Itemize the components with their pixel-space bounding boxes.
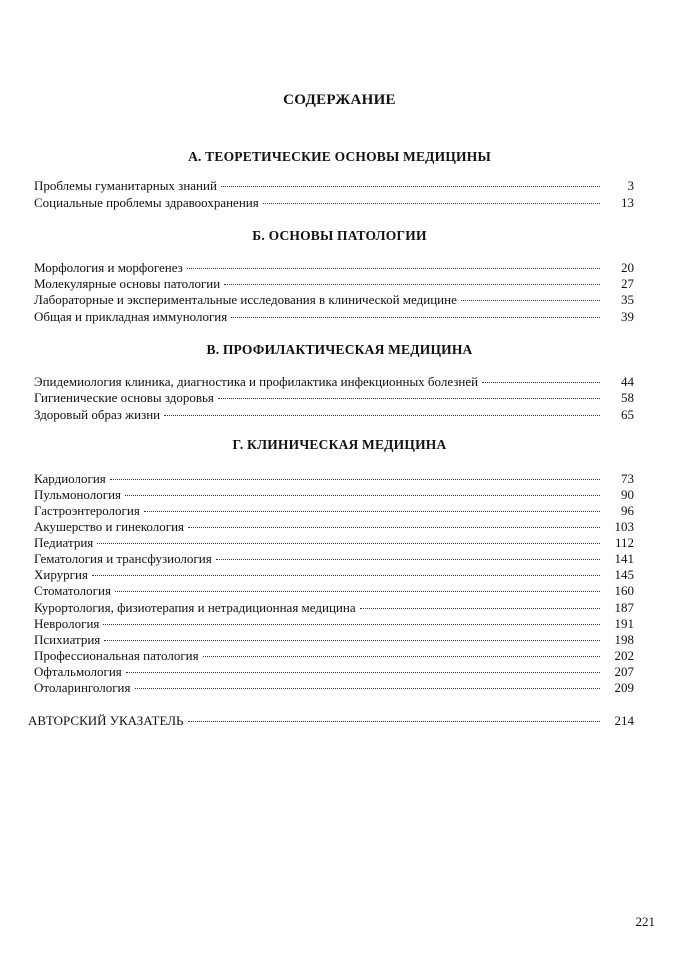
dot-leader [360,608,600,609]
toc-entry-title: Курортология, физиотерапия и нетрадиционная медицина [34,600,356,615]
toc-entry-title: Молекулярные основы патологии [34,276,221,291]
toc-entry-page: 96 [621,503,634,518]
dot-leader [164,415,600,416]
section-heading-d: Г. КЛИНИЧЕСКАЯ МЕДИЦИНА [232,437,447,452]
toc-entry [34,600,634,616]
toc-entry [34,503,634,519]
toc-entry-page: 39 [621,309,634,324]
dot-leader [115,591,600,592]
dot-leader [224,284,600,285]
toc-entry [34,487,634,503]
toc-entry [34,535,634,551]
toc-entry-title: Педиатрия [34,535,94,550]
toc-entry [34,648,634,664]
toc-entry-page: 65 [621,407,634,422]
toc-entry-title: Гастроэнтерология [34,503,140,518]
toc-entry-page: 35 [621,292,634,307]
section-heading-c: В. ПРОФИЛАКТИЧЕСКАЯ МЕДИЦИНА [206,342,473,357]
toc-entry [34,471,634,487]
toc-entry-page: 73 [621,471,634,486]
toc-entry [34,195,634,211]
toc-entry-page: 209 [614,680,634,695]
toc-entry-title: Акушерство и гинекология [34,519,185,534]
toc-entry-page: 20 [621,260,634,275]
toc-entry-title: Гигиенические основы здоровья [34,390,214,405]
toc-entry [34,567,634,583]
dot-leader [97,543,600,544]
toc-entry [34,551,634,567]
toc-entry-page: 13 [621,195,634,210]
dot-leader [110,479,600,480]
toc-entry [34,260,634,276]
toc-entry [34,616,634,632]
toc-entry-title: Неврология [34,616,100,631]
toc-entry [34,407,634,423]
dot-leader [461,300,600,301]
toc-entry-page: 103 [614,519,634,534]
toc-entry-page: 27 [621,276,634,291]
toc-entry [34,276,634,292]
toc-entry-title: Психиатрия [34,632,101,647]
toc-entry [34,390,634,406]
toc-entry-title: Общая и прикладная иммунология [34,309,228,324]
dot-leader [221,186,600,187]
toc-entry-title: Отоларингология [34,680,131,695]
dot-leader [188,721,601,722]
toc-entry-page: 145 [614,567,634,582]
toc-entry [34,632,634,648]
toc-entry [34,374,634,390]
toc-entry-page: 112 [614,535,634,550]
page-number: 221 [635,914,655,929]
toc-entry-title: Здоровый образ жизни [34,407,161,422]
dot-leader [135,688,601,689]
toc-entry [34,519,634,535]
toc-entry [34,680,634,696]
dot-leader [103,624,600,625]
toc-entry-title: Пульмонология [34,487,122,502]
toc-entry-title: Социальные проблемы здравоохранения [34,195,259,210]
dot-leader [187,268,600,269]
toc-entry-title: Лабораторные и экспериментальные исследования в клинической медицине [34,292,457,307]
toc-entry-page: 214 [614,713,634,728]
toc-entry [34,178,634,194]
toc-entry-title: Эпидемиология клиника, диагностика и профилактика инфекционных болезней [34,374,479,389]
page-title: СОДЕРЖАНИЕ [283,92,396,108]
dot-leader [218,398,600,399]
dot-leader [216,559,600,560]
dot-leader [125,495,600,496]
dot-leader [231,317,600,318]
section-heading-b: Б. ОСНОВЫ ПАТОЛОГИИ [252,228,427,243]
dot-leader [482,382,600,383]
toc-entry-title: АВТОРСКИЙ УКАЗАТЕЛЬ [28,713,184,728]
dot-leader [188,527,600,528]
dot-leader [126,672,600,673]
toc-entry-page: 198 [614,632,634,647]
toc-entry [34,583,634,599]
toc-entry [34,309,634,325]
toc-entry-page: 202 [614,648,634,663]
toc-entry-title: Морфология и морфогенез [34,260,183,275]
dot-leader [92,575,600,576]
toc-entry-page: 187 [614,600,634,615]
section-heading-a: А. ТЕОРЕТИЧЕСКИЕ ОСНОВЫ МЕДИЦИНЫ [188,149,491,164]
dot-leader [203,656,600,657]
toc-entry-title: Офтальмология [34,664,122,679]
toc-entry-author-index [28,713,634,729]
toc-entry [34,292,634,308]
toc-entry-title: Хирургия [34,567,88,582]
toc-entry [34,664,634,680]
toc-entry-page: 160 [614,583,634,598]
toc-entry-title: Проблемы гуманитарных знаний [34,178,217,193]
toc-entry-page: 58 [621,390,634,405]
toc-entry-title: Гематология и трансфузиология [34,551,212,566]
toc-entry-page: 191 [614,616,634,631]
toc-entry-page: 3 [627,178,634,193]
toc-entry-title: Профессиональная патология [34,648,199,663]
toc-entry-title: Кардиология [34,471,106,486]
dot-leader [104,640,600,641]
toc-entry-page: 90 [621,487,634,502]
toc-entry-page: 44 [621,374,634,389]
toc-entry-page: 207 [614,664,634,679]
dot-leader [263,203,600,204]
toc-entry-page: 141 [614,551,634,566]
toc-entry-title: Стоматология [34,583,111,598]
dot-leader [144,511,600,512]
